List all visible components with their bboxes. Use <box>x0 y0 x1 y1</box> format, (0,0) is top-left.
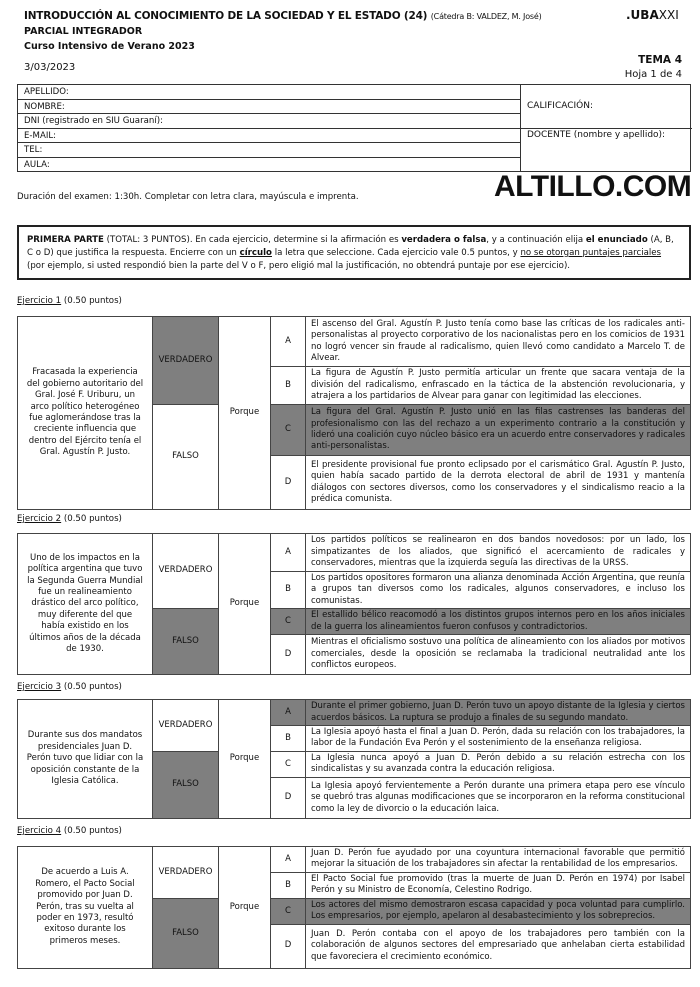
option-text: Los partidos opositores formaron una alianza denominada Acción Argentina, que reunía a grupos tan diversos como los radicales, algunos conservadores, e incluso los comunistas. <box>306 572 691 609</box>
field-email[interactable]: E-MAIL: <box>18 129 520 144</box>
option-text: Juan D. Perón fue ayudado por una coyuntura internacional favorable que permitió mejorar la situación de los trabajadores sin afectar la rentabilidad de los empresarios. <box>306 847 691 873</box>
instr-text: , y a continuación elija <box>486 235 586 245</box>
option-letter[interactable]: A <box>271 317 306 367</box>
field-nombre[interactable]: NOMBRE: <box>18 100 520 115</box>
exam-duration: Duración del examen: 1:30h. Completar con letra clara, mayúscula e imprenta. <box>17 192 359 202</box>
option-text: Durante el primer gobierno, Juan D. Perón tuvo un apoyo distante de la Iglesia y ciertos acuerdos básicos. La ruptura se produjo a finales de su segundo mandato. <box>306 700 691 726</box>
exercise-statement: Fracasada la experiencia del gobierno autoritario del Gral. José F. Uriburu, un arco político heterogéneo fue aglomerándose tras la creciente influencia que dentro del Ejército tenía el Gral. Agustín P. Justo. <box>18 317 153 510</box>
exercise-table <box>17 699 691 819</box>
false-option[interactable]: FALSO <box>153 898 219 968</box>
option-letter[interactable]: B <box>271 572 306 609</box>
exercise-label <box>17 514 122 524</box>
option-text: Los partidos políticos se realinearon en dos bandos novedosos: por un lado, los simpatizantes de los aliados, que significó el acercamiento de radicales y conservadores, mientras que la izquierda seguía las directivas de la URSS. <box>306 534 691 572</box>
instr-text: (A, B, C o D) que justifica la respuesta. Encierre con un <box>27 235 674 258</box>
watermark: ALTILLO.COM <box>494 170 692 203</box>
option-letter[interactable]: C <box>271 405 306 456</box>
exercise-name: Ejercicio 1 <box>17 296 62 306</box>
true-option[interactable]: VERDADERO <box>153 534 219 609</box>
option-letter[interactable]: A <box>271 534 306 572</box>
logo-bold: .UBA <box>626 8 659 22</box>
exercise-statement: Durante sus dos mandatos presidenciales Juan D. Perón tuvo que lidiar con la oposición constante de la Iglesia Católica. <box>18 700 153 819</box>
catedra: (Cátedra B: VALDEZ, M. José) <box>430 12 542 21</box>
true-option[interactable]: VERDADERO <box>153 847 219 899</box>
exercise-table <box>17 846 691 969</box>
false-option[interactable]: FALSO <box>153 609 219 675</box>
option-text: La figura de Agustín P. Justo permitía articular un frente que sacara ventaja de la división del radicalismo, enfrascado en la táctica de la abstención revolucionaria, y atrajera a los partidarios de Alvear para ganar con legitimidad las elecciones. <box>306 367 691 405</box>
student-form <box>17 84 691 172</box>
instructions-box <box>17 225 691 280</box>
instr-text: (por ejemplo, si usted respondió bien la parte del V o F, pero eligió mal la justificación, no obtendrá puntaje por ese ejercicio). <box>27 261 571 271</box>
option-text: El Pacto Social fue promovido (tras la muerte de Juan D. Perón en 1974) por Isabel Perón y su Ministro de Economía, Celestino Rodrigo. <box>306 872 691 898</box>
field-apellido[interactable]: APELLIDO: <box>18 85 520 100</box>
exercise-points: (0.50 puntos) <box>63 296 122 306</box>
option-text: El ascenso del Gral. Agustín P. Justo tenía como base las críticas de los radicales anti-personalistas al proyecto corporativo de los nacionalistas pero en los comicios de 1931 no logró vencer sin fraude al radicalismo, quien llevó como candidato a Marcelo T. de Alvear. <box>306 317 691 367</box>
instr-text: (TOTAL: 3 PUNTOS). En cada ejercicio, determine si la afirmación es <box>103 235 402 245</box>
option-letter[interactable]: B <box>271 872 306 898</box>
course-name: INTRODUCCIÓN AL CONOCIMIENTO DE LA SOCIEDAD Y EL ESTADO (24) <box>24 10 428 22</box>
option-letter[interactable]: D <box>271 924 306 968</box>
option-text: Mientras el oficialismo sostuvo una política de alineamiento con los aliados por motivos comerciales, desde la oposición se reclamaba la tradicional neutralidad ante los conflictos europeos. <box>306 635 691 675</box>
exam-date: 3/03/2023 <box>24 62 76 73</box>
option-letter[interactable]: A <box>271 700 306 726</box>
course-period: Curso Intensivo de Verano 2023 <box>24 41 195 52</box>
option-row <box>18 847 691 873</box>
exam-type: PARCIAL INTEGRADOR <box>24 26 143 37</box>
option-letter[interactable]: A <box>271 847 306 873</box>
tema: TEMA 4 <box>638 54 682 66</box>
option-letter[interactable]: B <box>271 726 306 752</box>
exercise-label <box>17 826 122 836</box>
option-letter[interactable]: C <box>271 898 306 924</box>
field-docente[interactable]: DOCENTE (nombre y apellido): <box>520 129 692 172</box>
false-option[interactable]: FALSO <box>153 405 219 510</box>
field-dni[interactable]: DNI (registrado en SIU Guaraní): <box>18 114 520 129</box>
option-row <box>18 317 691 367</box>
field-calificacion[interactable]: CALIFICACIÓN: <box>520 85 692 129</box>
option-text: La figura del Gral. Agustín P. Justo unió en las filas castrenses las banderas del profesionalismo con las del rechazo a un experimento contrario a la constitución y lideró una coalición cuyo núcleo básico era un acuerdo entre conservadores y radicales anti-personalistas. <box>306 405 691 456</box>
option-text: Juan D. Perón contaba con el apoyo de los trabajadores pero también con la colaboración de algunos sectores del empresariado que anhelaban cierta estabilidad que favoreciera el crecimiento económico. <box>306 924 691 968</box>
option-letter[interactable]: D <box>271 635 306 675</box>
exercise-statement: Uno de los impactos en la política argentina que tuvo la Segunda Guerra Mundial fue un realineamiento drástico del arco político, muy diferente del que había existido en los últimos años de la década de 1930. <box>18 534 153 675</box>
because-label: Porque <box>219 534 271 675</box>
logo-rest: XXI <box>658 8 679 22</box>
option-text: Los actores del mismo demostraron escasa capacidad y poca voluntad para cumplirlo. Los empresarios, por ejemplo, apelaron al desabastecimiento y los sobreprecios. <box>306 898 691 924</box>
instr-underline: no se otorgan puntajes parciales <box>520 248 662 258</box>
exercise-table <box>17 316 691 510</box>
option-text: La Iglesia nunca apoyó a Juan D. Perón debido a su relación estrecha con los sindicalistas y su avanzada contra la educación religiosa. <box>306 751 691 777</box>
option-letter[interactable]: D <box>271 456 306 510</box>
option-row <box>18 700 691 726</box>
exercise-points: (0.50 puntos) <box>63 514 122 524</box>
exercise-label <box>17 296 122 306</box>
exam-title <box>24 10 542 22</box>
page-indicator: Hoja 1 de 4 <box>624 69 682 80</box>
option-text: La Iglesia apoyó hasta el final a Juan D. Perón, dada su relación con los trabajadores, la labor de la Fundación Eva Perón y el sostenimiento de la enseñanza religiosa. <box>306 726 691 752</box>
exercise-name: Ejercicio 2 <box>17 514 62 524</box>
because-label: Porque <box>219 317 271 510</box>
part-title: PRIMERA PARTE <box>27 235 104 245</box>
exercise-points: (0.50 puntos) <box>63 826 122 836</box>
because-label: Porque <box>219 700 271 819</box>
option-letter[interactable]: C <box>271 751 306 777</box>
option-letter[interactable]: C <box>271 609 306 635</box>
option-text: El presidente provisional fue pronto eclipsado por el carismático Gral. Agustín P. Justo, quien había sacado partido de la derrota electoral de abril de 1931 y mantenía diálogos con sectores diversos, como los conservadores y el sindicalismo reacio a la prédica comunista. <box>306 456 691 510</box>
option-text: El estallido bélico reacomodó a los distintos grupos internos pero en los años iniciales de la guerra los alineamientos fueron confusos y contradictorios. <box>306 609 691 635</box>
instr-bold: verdadera o falsa <box>401 235 487 245</box>
exercise-points: (0.50 puntos) <box>63 682 122 692</box>
instr-bold: el enunciado <box>585 235 648 245</box>
exercise-label <box>17 682 122 692</box>
true-option[interactable]: VERDADERO <box>153 700 219 752</box>
field-aula[interactable]: AULA: <box>24 160 50 170</box>
instr-text: la letra que seleccione. Cada ejercicio vale 0.5 puntos, y <box>271 248 521 258</box>
exercise-table <box>17 533 691 675</box>
option-row <box>18 534 691 572</box>
exercise-name: Ejercicio 4 <box>17 826 62 836</box>
false-option[interactable]: FALSO <box>153 751 219 818</box>
instr-bold: círculo <box>239 248 272 258</box>
exercise-name: Ejercicio 3 <box>17 682 62 692</box>
exercise-statement: De acuerdo a Luis A. Romero, el Pacto Social promovido por Juan D. Perón, tras su vuelta al poder en 1973, resultó exitoso durante los primeros meses. <box>18 847 153 969</box>
uba-logo <box>626 8 679 22</box>
option-letter[interactable]: D <box>271 777 306 818</box>
option-letter[interactable]: B <box>271 367 306 405</box>
option-text: La Iglesia apoyó fervientemente a Perón durante una primera etapa pero ese vínculo se quebró tras algunas modificaciones que se incorporaron en la reforma constitucional como la ley de divorcio o la educación laica. <box>306 777 691 818</box>
field-tel[interactable]: TEL: <box>18 143 520 158</box>
because-label: Porque <box>219 847 271 969</box>
true-option[interactable]: VERDADERO <box>153 317 219 405</box>
